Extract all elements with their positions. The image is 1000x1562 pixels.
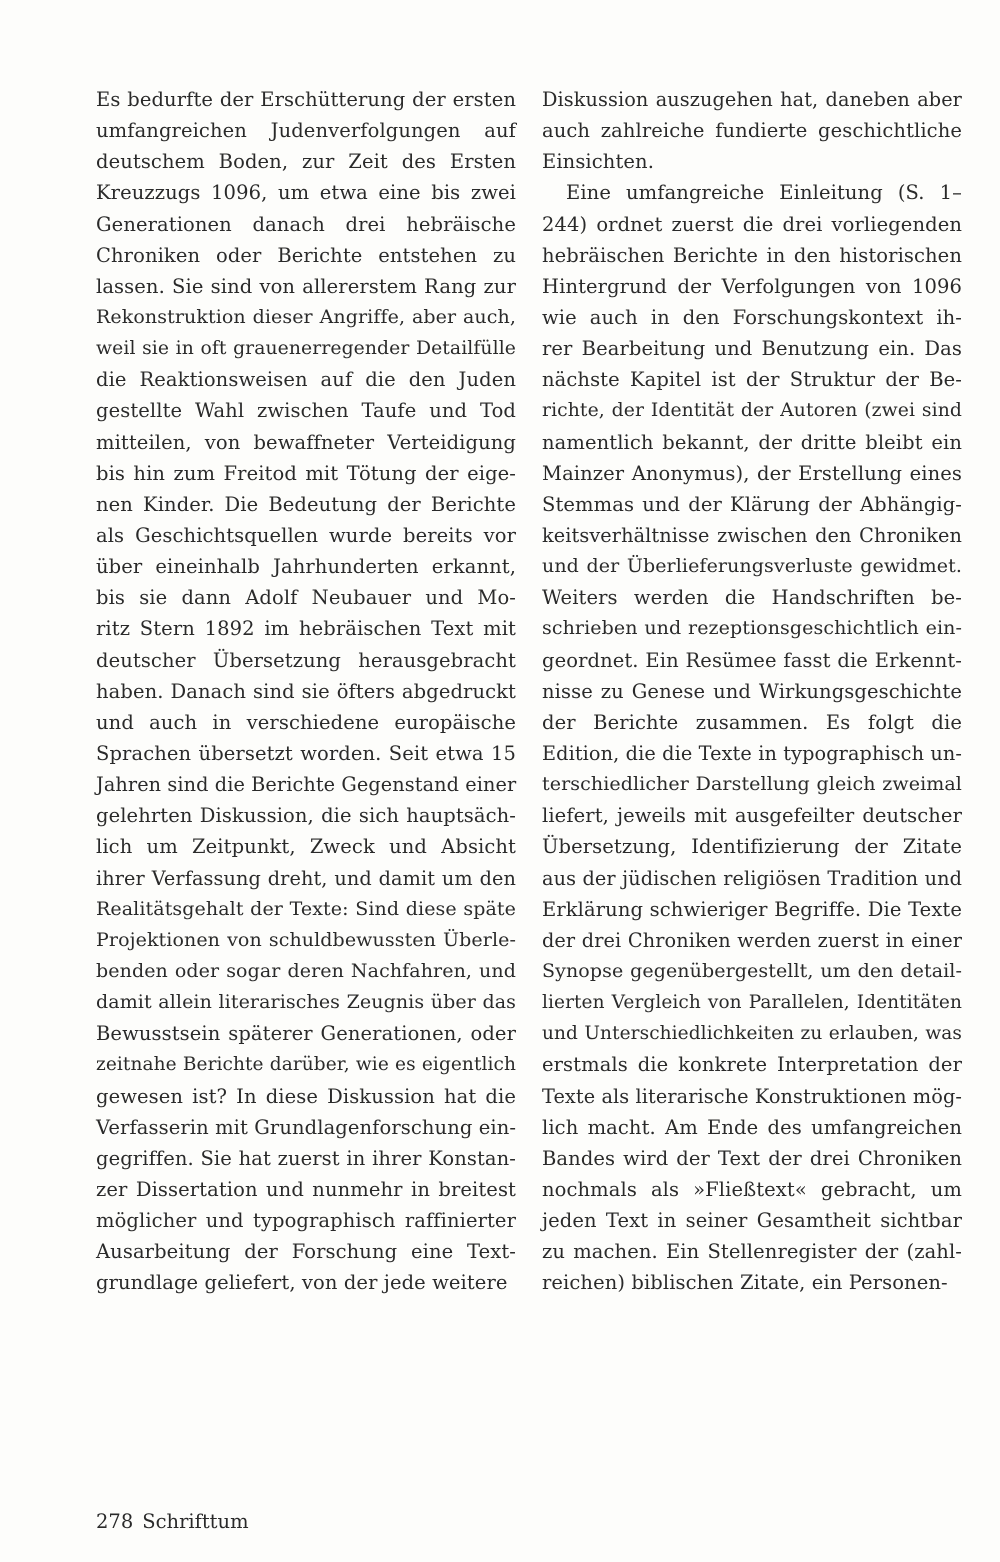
- text-line: Sprachen übersetzt worden. Seit etwa 15: [96, 741, 516, 765]
- text-line: deutschem Boden, zur Zeit des Ersten: [96, 150, 516, 174]
- text-line: deutscher Übersetzung herausgebracht: [96, 648, 516, 672]
- text-line: weil sie in oft grauenerregender Detailfülle: [96, 338, 516, 360]
- text-line: haben. Danach sind sie öfters abgedruckt: [96, 679, 516, 703]
- text-line: nen Kinder. Die Bedeutung der Berichte: [96, 492, 516, 516]
- text-line: jeden Text in seiner Gesamtheit sichtbar: [542, 1209, 962, 1233]
- text-line: hebräischen Berichte in den historischen: [542, 243, 962, 267]
- text-line: Bewusstsein späterer Generationen, oder: [96, 1022, 516, 1046]
- text-line: Realitätsgehalt der Texte: Sind diese späte: [96, 897, 516, 920]
- text-line: rer Bearbeitung und Benutzung ein. Das: [542, 337, 962, 361]
- text-line: ritz Stern 1892 im hebräischen Text mit: [96, 617, 516, 641]
- text-line: als Geschichtsquellen wurde bereits vor: [96, 523, 516, 547]
- text-line: Verfasserin mit Grundlagenforschung ein-: [96, 1115, 517, 1139]
- text-line: mitteilen, von bewaffneter Verteidigung: [96, 430, 516, 454]
- text-line: über eineinhalb Jahrhunderten erkannt,: [96, 555, 516, 579]
- text-line: richte, der Identität der Autoren (zwei sind: [542, 400, 962, 422]
- text-line: nochmals als »Fließtext« gebracht, um: [542, 1177, 962, 1201]
- text-line: und auch in verschiedene europäische: [96, 710, 516, 734]
- text-line: lierten Vergleich von Parallelen, Identitäten: [542, 992, 962, 1014]
- page-footer: [96, 1508, 249, 1536]
- text-line: Es bedurfte der Erschütterung der ersten: [96, 88, 516, 111]
- text-line: zeitnahe Berichte darüber, wie es eigentlich: [96, 1054, 516, 1076]
- text-line: aus der jüdischen religiösen Tradition und: [542, 866, 962, 890]
- text-line: Stemmas und der Klärung der Abhängig-: [542, 492, 962, 516]
- text-line: gelehrten Diskussion, die sich hauptsäch-: [96, 804, 516, 828]
- text-line: Chroniken oder Berichte entstehen zu: [96, 243, 516, 267]
- text-line: nisse zu Genese und Wirkungsgeschichte: [542, 679, 962, 703]
- text-line: Erklärung schwieriger Begriffe. Die Texte: [542, 897, 962, 921]
- page-number: 278: [96, 1510, 134, 1533]
- text-line: Übersetzung, Identifizierung der Zitate: [542, 835, 962, 859]
- text-line: Edition, die die Texte in typographisch un-: [542, 741, 962, 765]
- text-line: umfangreichen Judenverfolgungen auf: [96, 119, 516, 143]
- text-line: Einsichten.: [542, 150, 654, 174]
- text-line: lassen. Sie sind von allererstem Rang zur: [96, 274, 516, 298]
- text-line: der drei Chroniken werden zuerst in einer: [542, 928, 962, 952]
- text-line: bis sie dann Adolf Neubauer und Mo-: [96, 586, 516, 610]
- text-line: lich um Zeitpunkt, Zweck und Absicht: [96, 835, 516, 859]
- text-line: gestellte Wahl zwischen Taufe und Tod: [96, 399, 516, 423]
- text-line: Weiters werden die Handschriften be-: [542, 586, 962, 610]
- text-line: erstmals die konkrete Interpretation der: [542, 1053, 962, 1077]
- text-line: schrieben und rezeptionsgeschichtlich ein-: [542, 617, 962, 640]
- text-line: und der Überlieferungsverluste gewidmet.: [542, 555, 962, 578]
- text-line: grundlage geliefert, von der jede weitere: [96, 1271, 508, 1295]
- text-line: 244) ordnet zuerst die drei vorliegenden: [542, 212, 962, 236]
- text-line: Texte als literarische Konstruktionen mög-: [542, 1084, 962, 1108]
- section-title: Schrifttum: [142, 1510, 249, 1533]
- text-line: reichen) biblischen Zitate, ein Personen-: [542, 1271, 948, 1295]
- text-line: und Unterschiedlichkeiten zu erlauben, was: [542, 1023, 962, 1045]
- text-line: Diskussion auszugehen hat, daneben aber: [542, 88, 962, 111]
- right-column: [542, 84, 962, 1298]
- text-line: gewesen ist? In diese Diskussion hat die: [96, 1084, 516, 1108]
- text-line: Jahren sind die Berichte Gegenstand einer: [96, 773, 517, 797]
- text-line: geordnet. Ein Resümee fasst die Erkennt-: [542, 648, 962, 672]
- text-line: die Reaktionsweisen auf die den Juden: [96, 368, 516, 392]
- text-line: gegriffen. Sie hat zuerst in ihrer Konstan-: [96, 1146, 516, 1170]
- text-line: wie auch in den Forschungskontext ih-: [542, 305, 962, 329]
- text-line: namentlich bekannt, der dritte bleibt ein: [542, 430, 962, 454]
- text-line: möglicher und typographisch raffinierter: [96, 1209, 516, 1233]
- text-line: Generationen danach drei hebräische: [96, 212, 516, 236]
- text-line: zu machen. Ein Stellenregister der (zahl-: [542, 1240, 962, 1264]
- text-line: zer Dissertation und nunmehr in breitest: [96, 1177, 516, 1201]
- text-line: lich macht. Am Ende des umfangreichen: [542, 1115, 962, 1139]
- left-column: [96, 84, 516, 1298]
- text-line: bis hin zum Freitod mit Tötung der eige-: [96, 461, 516, 485]
- text-line: nächste Kapitel ist der Struktur der Be-: [542, 368, 962, 392]
- text-line: ihrer Verfassung dreht, und damit um den: [96, 866, 516, 890]
- text-line: Hintergrund der Verfolgungen von 1096: [542, 274, 962, 298]
- text-line: Ausarbeitung der Forschung eine Text-: [96, 1240, 516, 1264]
- text-line: auch zahlreiche fundierte geschichtliche: [542, 119, 962, 143]
- text-line: terschiedlicher Darstellung gleich zweimal: [542, 773, 962, 796]
- text-line: Rekonstruktion dieser Angriffe, aber auch,: [96, 305, 516, 328]
- text-line: Bandes wird der Text der drei Chroniken: [542, 1146, 962, 1170]
- text-line: Projektionen von schuldbewussten Überle-: [96, 928, 516, 951]
- text-line: benden oder sogar deren Nachfahren, und: [96, 959, 516, 982]
- text-line: keitsverhältnisse zwischen den Chroniken: [542, 523, 962, 547]
- text-line: liefert, jeweils mit ausgefeilter deutscher: [542, 804, 962, 828]
- text-line: Mainzer Anonymus), der Erstellung eines: [542, 461, 962, 485]
- text-line: Synopse gegenübergestellt, um den detail-: [542, 959, 962, 982]
- text-line: der Berichte zusammen. Es folgt die: [542, 710, 962, 734]
- text-line: Kreuzzugs 1096, um etwa eine bis zwei: [96, 181, 516, 205]
- text-line: Eine umfangreiche Einleitung (S. 1–: [566, 181, 962, 205]
- text-line: damit allein literarisches Zeugnis über das: [96, 991, 516, 1014]
